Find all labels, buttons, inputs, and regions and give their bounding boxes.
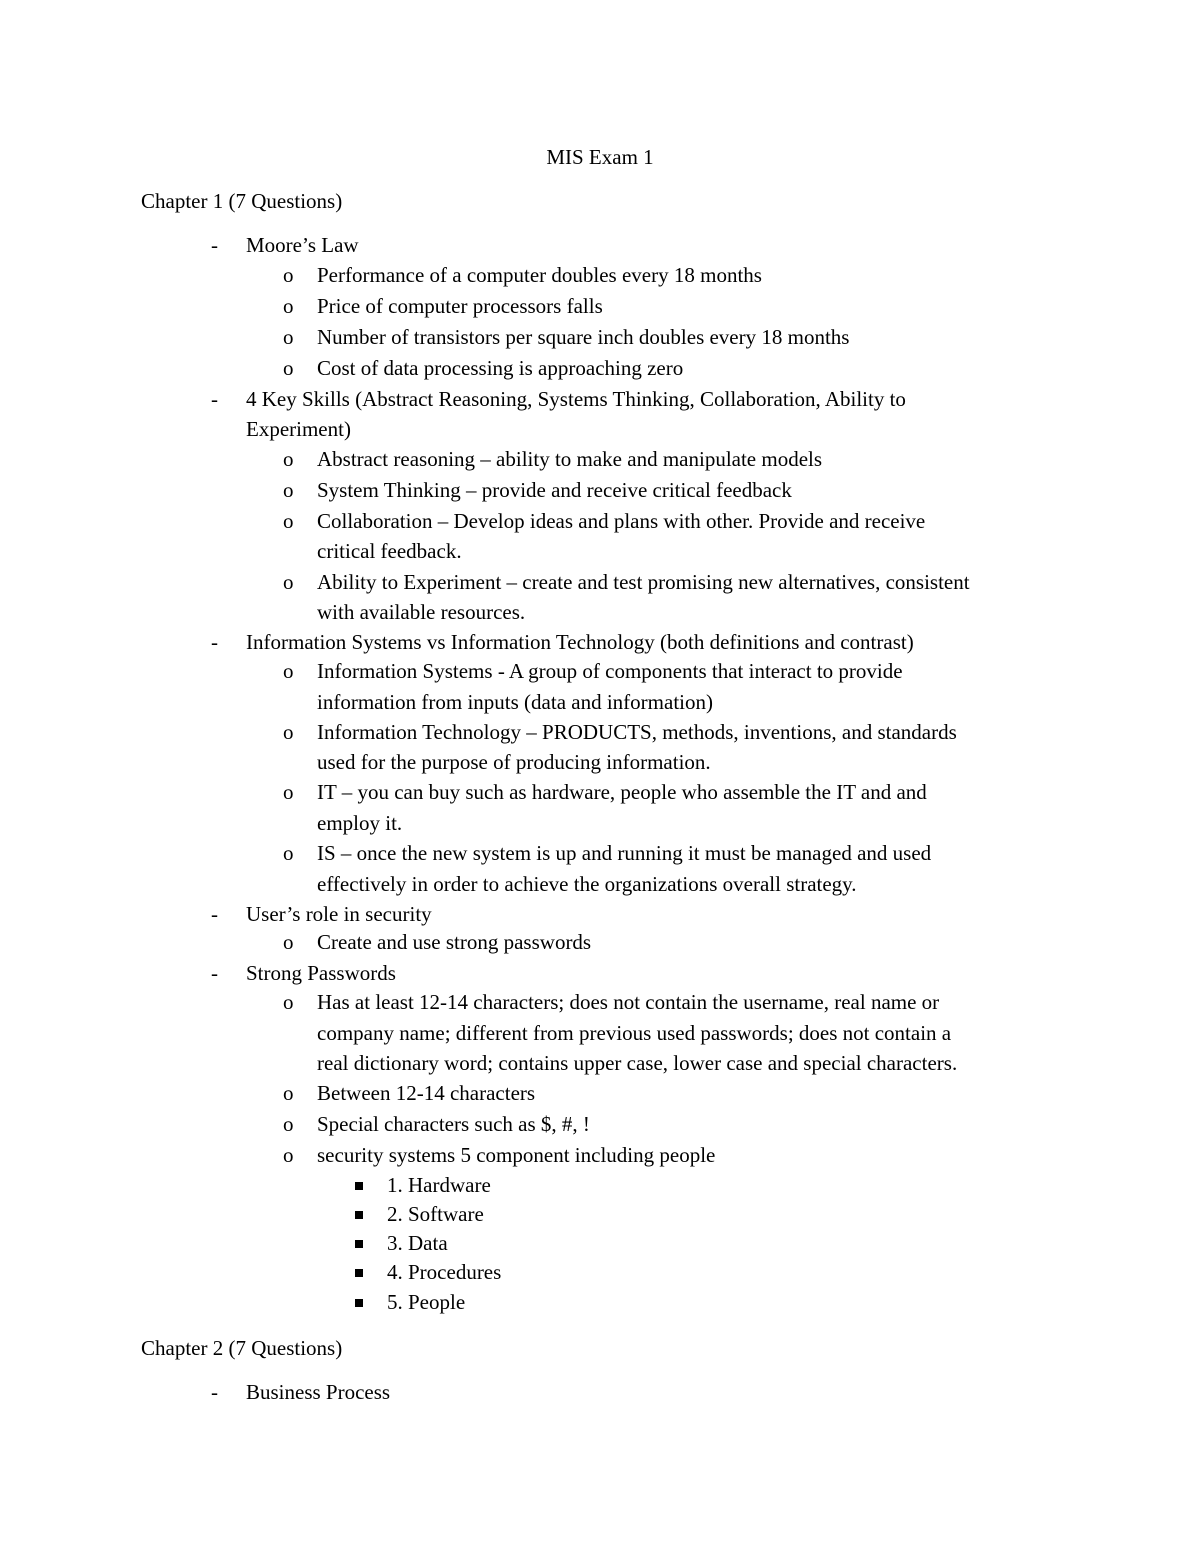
circle-bullet: o <box>283 294 294 318</box>
key-skill-point: Collaboration – Develop ideas and plans with other. Provide and receive <box>317 509 926 533</box>
component-item: 1. Hardware <box>387 1173 491 1197</box>
is-vs-it-point: Information Technology – PRODUCTS, methods, inventions, and standards <box>317 720 957 744</box>
component-item: 3. Data <box>387 1231 448 1255</box>
component-item: 2. Software <box>387 1202 484 1226</box>
is-vs-it-point: Information Systems - A group of components that interact to provide <box>317 659 903 683</box>
key-skill-point-continued: with available resources. <box>317 600 526 624</box>
moores-law-point: Cost of data processing is approaching zero <box>317 356 684 380</box>
is-vs-it-point-continued: used for the purpose of producing information. <box>317 750 711 774</box>
key-skill-point: System Thinking – provide and receive critical feedback <box>317 478 792 502</box>
dash-bullet: - <box>211 961 218 985</box>
square-bullet <box>355 1182 363 1190</box>
strong-passwords-point: Has at least 12-14 characters; does not contain the username, real name or <box>317 990 940 1014</box>
square-bullet <box>355 1269 363 1277</box>
moores-law-point: Price of computer processors falls <box>317 294 603 318</box>
circle-bullet: o <box>283 356 294 380</box>
chapter-1-heading: Chapter 1 (7 Questions) <box>141 189 343 213</box>
is-vs-it-point: IS – once the new system is up and running it must be managed and used <box>317 841 932 865</box>
circle-bullet: o <box>283 478 294 502</box>
dash-bullet: - <box>211 902 218 926</box>
dash-bullet: - <box>211 387 218 411</box>
key-skill-point: Abstract reasoning – ability to make and manipulate models <box>317 447 823 471</box>
square-bullet <box>355 1240 363 1248</box>
dash-bullet: - <box>211 1380 218 1404</box>
circle-bullet: o <box>283 263 294 287</box>
is-vs-it-point-continued: effectively in order to achieve the organizations overall strategy. <box>317 872 857 896</box>
circle-bullet: o <box>283 509 294 533</box>
is-vs-it-point-continued: information from inputs (data and information) <box>317 690 713 714</box>
strong-passwords-point-continued: real dictionary word; contains upper case, lower case and special characters. <box>317 1051 958 1075</box>
dash-bullet: - <box>211 630 218 654</box>
circle-bullet: o <box>283 1112 294 1136</box>
circle-bullet: o <box>283 780 294 804</box>
key-skill-point-continued: critical feedback. <box>317 539 462 563</box>
document-title: MIS Exam 1 <box>546 145 654 169</box>
is-vs-it-point: IT – you can buy such as hardware, people who assemble the IT and and <box>317 780 927 804</box>
business-process-item: Business Process <box>246 1380 391 1404</box>
square-bullet <box>355 1211 363 1219</box>
is-vs-it-point-continued: employ it. <box>317 811 403 835</box>
circle-bullet: o <box>283 720 294 744</box>
circle-bullet: o <box>283 1081 294 1105</box>
key-skills-item: 4 Key Skills (Abstract Reasoning, Systems Thinking, Collaboration, Ability to <box>246 387 906 411</box>
moores-law-point: Performance of a computer doubles every 18 months <box>317 263 762 287</box>
circle-bullet: o <box>283 930 294 954</box>
square-bullet <box>355 1299 363 1307</box>
strong-passwords-point-continued: company name; different from previous used passwords; does not contain a <box>317 1021 952 1045</box>
user-role-item: User’s role in security <box>246 902 432 926</box>
moores-law-point: Number of transistors per square inch doubles every 18 months <box>317 325 850 349</box>
user-role-point: Create and use strong passwords <box>317 930 592 954</box>
strong-passwords-point: security systems 5 component including people <box>317 1143 716 1167</box>
circle-bullet: o <box>283 841 294 865</box>
dash-bullet: - <box>211 233 218 257</box>
strong-passwords-point: Special characters such as $, #, ! <box>317 1112 590 1136</box>
component-item: 5. People <box>387 1290 466 1314</box>
circle-bullet: o <box>283 990 294 1014</box>
circle-bullet: o <box>283 1143 294 1167</box>
key-skills-item-continued: Experiment) <box>246 417 351 441</box>
moores-law-item: Moore’s Law <box>246 233 359 257</box>
circle-bullet: o <box>283 325 294 349</box>
circle-bullet: o <box>283 447 294 471</box>
circle-bullet: o <box>283 659 294 683</box>
strong-passwords-point: Between 12-14 characters <box>317 1081 536 1105</box>
chapter-2-heading: Chapter 2 (7 Questions) <box>141 1336 343 1360</box>
circle-bullet: o <box>283 570 294 594</box>
strong-passwords-item: Strong Passwords <box>246 961 396 985</box>
component-item: 4. Procedures <box>387 1260 502 1284</box>
is-vs-it-item: Information Systems vs Information Technology (both definitions and contrast) <box>246 630 914 654</box>
key-skill-point: Ability to Experiment – create and test promising new alternatives, consistent <box>317 570 970 594</box>
